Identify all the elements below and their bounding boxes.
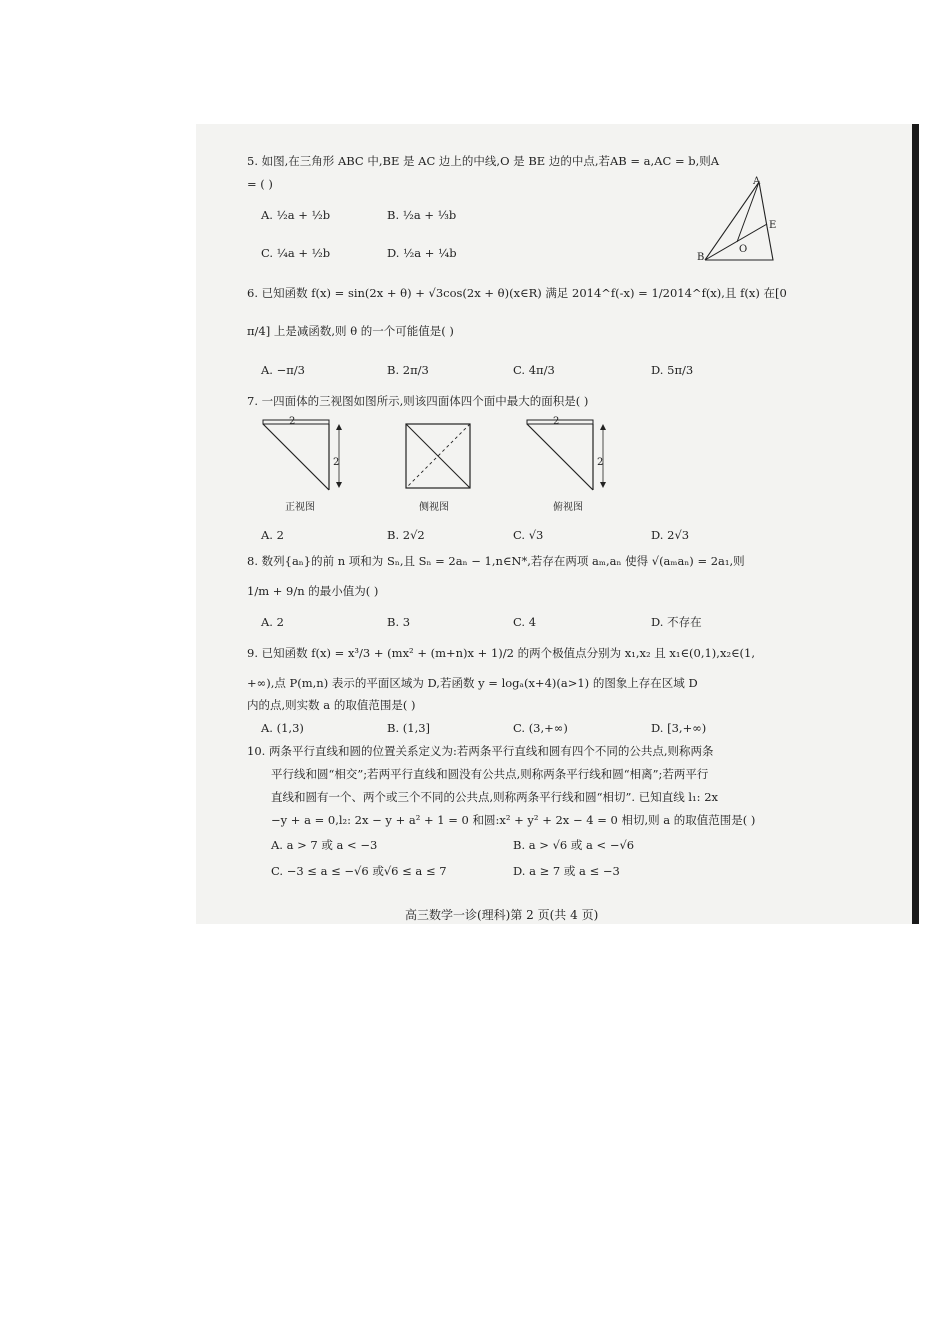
page-footer: 高三数学一诊(理科)第 2 页(共 4 页)	[405, 908, 599, 922]
q7-front-view-label: 正视图	[285, 502, 315, 513]
q7-top-view	[525, 418, 615, 493]
q10-stem-line1: 10. 两条平行直线和圆的位置关系定义为:若两条平行直线和圆有四个不同的公共点,则称两条	[247, 744, 714, 758]
q5-option-d: D. ½a + ¼b	[387, 246, 457, 260]
q7-front-dim-height: 2	[333, 457, 340, 468]
q5-stem-line2: = ( )	[247, 177, 273, 191]
q7-front-view	[261, 418, 351, 493]
q6-option-b: B. 2π/3	[387, 363, 429, 377]
q7-front-dim-width: 2	[289, 416, 296, 427]
q10-stem-line3: 直线和圆有一个、两个或三个不同的公共点,则称两条平行线和圆“相切”. 已知直线 l₁: 2x	[271, 790, 718, 804]
q7-option-d: D. 2√3	[651, 528, 690, 542]
page-edge-shadow	[912, 124, 919, 924]
q10-option-c: C. −3 ≤ a ≤ −√6 或√6 ≤ a ≤ 7	[271, 864, 447, 878]
q5-label-b: B	[697, 252, 705, 263]
q8-stem-line2: 1/m + 9/n 的最小值为( )	[247, 584, 379, 598]
q5-stem-line1: 5. 如图,在三角形 ABC 中,BE 是 AC 边上的中线,O 是 BE 边的中点,若AB = a,AC = b,则A	[247, 154, 720, 168]
q10-option-b: B. a > √6 或 a < −√6	[513, 838, 635, 852]
q6-option-a: A. −π/3	[261, 363, 306, 377]
q9-option-c: C. (3,+∞)	[513, 721, 568, 735]
q6-stem-line1: 6. 已知函数 f(x) = sin(2x + θ) + √3cos(2x + θ)(x∈R) 满足 2014^f(-x) = 1/2014^f(x),且 f(x) 在[0	[247, 286, 787, 300]
q8-option-b: B. 3	[387, 615, 411, 629]
q6-option-c: C. 4π/3	[513, 363, 555, 377]
q9-option-d: D. [3,+∞)	[651, 721, 707, 735]
q7-side-view-label: 侧视图	[419, 502, 449, 513]
q5-label-o: O	[739, 244, 748, 255]
q7-stem: 7. 一四面体的三视图如图所示,则该四面体四个面中最大的面积是( )	[247, 394, 589, 408]
q10-stem-line2: 平行线和圆“相交”;若两平行直线和圆没有公共点,则称两条平行线和圆“相离”;若两平行	[271, 767, 709, 781]
q7-side-view	[404, 422, 474, 492]
q9-option-b: B. (1,3]	[387, 721, 431, 735]
q10-stem-line4: −y + a = 0,l₂: 2x − y + a² + 1 = 0 和圆:x² + y² + 2x − 4 = 0 相切,则 a 的取值范围是( )	[271, 813, 756, 827]
q10-option-a: A. a > 7 或 a < −3	[271, 838, 378, 852]
q5-option-c: C. ¼a + ½b	[261, 246, 331, 260]
q6-stem-line2: π/4] 上是减函数,则 θ 的一个可能值是( )	[247, 324, 454, 338]
q7-top-view-label: 俯视图	[553, 502, 583, 513]
q5-label-a: A	[753, 176, 761, 187]
q9-option-a: A. (1,3)	[261, 721, 304, 735]
q9-stem-line2: +∞),点 P(m,n) 表示的平面区域为 D,若函数 y = logₐ(x+4)(a>1) 的图象上存在区域 D	[247, 676, 698, 690]
q7-top-dim-height: 2	[597, 457, 604, 468]
q5-option-b: B. ½a + ⅓b	[387, 208, 457, 222]
q10-option-d: D. a ≥ 7 或 a ≤ −3	[513, 864, 620, 878]
q8-option-d: D. 不存在	[651, 615, 702, 629]
q7-option-a: A. 2	[261, 528, 284, 542]
q7-option-c: C. √3	[513, 528, 544, 542]
q7-option-b: B. 2√2	[387, 528, 425, 542]
q7-top-dim-width: 2	[553, 416, 560, 427]
q6-option-d: D. 5π/3	[651, 363, 694, 377]
q8-option-c: C. 4	[513, 615, 537, 629]
q9-stem-line3: 内的点,则实数 a 的取值范围是( )	[247, 698, 416, 712]
q8-option-a: A. 2	[261, 615, 284, 629]
q9-stem-line1: 9. 已知函数 f(x) = x³/3 + (mx² + (m+n)x + 1)/2 的两个极值点分别为 x₁,x₂ 且 x₁∈(0,1),x₂∈(1,	[247, 646, 756, 660]
median-be	[705, 224, 767, 260]
q8-stem-line1: 8. 数列{aₙ}的前 n 项和为 Sₙ,且 Sₙ = 2aₙ − 1,n∈N*,若存在两项 aₘ,aₙ 使得 √(aₘaₙ) = 2a₁,则	[247, 554, 745, 568]
segment-ao	[737, 182, 759, 242]
q5-label-e: E	[769, 220, 777, 231]
q5-option-a: A. ½a + ½b	[261, 208, 331, 222]
